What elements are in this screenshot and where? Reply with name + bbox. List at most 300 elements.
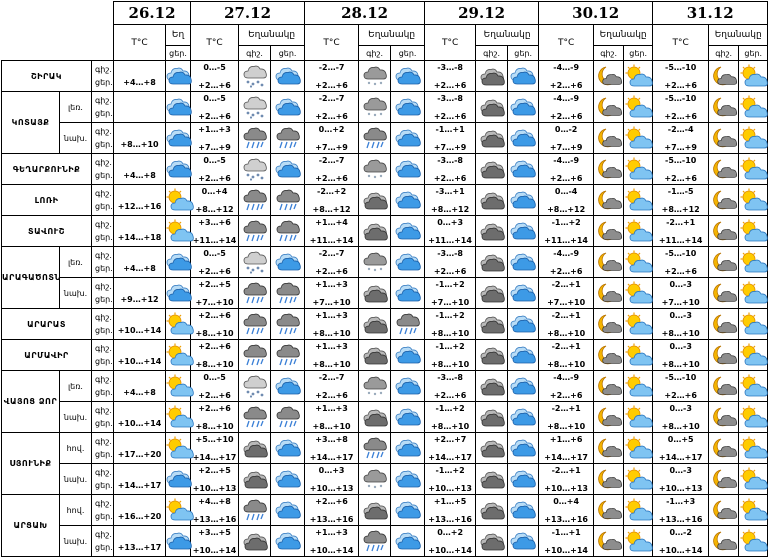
moon-cloud-icon [709, 309, 739, 340]
region-name: ՎԱՅՈՑ ՁՈՐ [2, 371, 60, 433]
sleet-cloud-icon [359, 464, 391, 495]
moon-cloud-icon [709, 402, 739, 433]
cloud-icon [391, 526, 425, 557]
snow-cloud-icon [239, 247, 271, 278]
cloud-icon [271, 92, 305, 123]
zone-label: հով. [60, 495, 92, 526]
sun-cloud-icon [624, 371, 653, 402]
rain-cloud-icon [359, 123, 391, 154]
sun-cloud-icon [624, 526, 653, 557]
temperature-range: 0…-5 +2…+6 [191, 371, 239, 402]
dark-cloud-icon [476, 123, 508, 154]
cloud-icon [391, 61, 425, 92]
table-row [2, 495, 768, 526]
moon-cloud-icon [709, 154, 739, 185]
night-subheader: գիշ. [239, 46, 271, 61]
date-header: 26.12 [114, 2, 191, 25]
rain-cloud-icon [359, 526, 391, 557]
moon-cloud-icon [709, 340, 739, 371]
dark-cloud-icon [476, 154, 508, 185]
rain-cloud-icon [239, 495, 271, 526]
temperature-day: +10…+14 [114, 309, 166, 340]
temperature-range: -4…-9 +2…+6 [539, 247, 594, 278]
sun-cloud-icon [739, 185, 768, 216]
time-of-day: գիշ. ցեր. [92, 123, 114, 154]
temperature-range: +1…+3 +7…+9 [191, 123, 239, 154]
region-name: ԱՐԱԳԱԾՈՏՆ [2, 247, 60, 309]
table-row [2, 154, 768, 185]
moon-cloud-icon [594, 278, 624, 309]
cloud-icon [271, 464, 305, 495]
temperature-range: +1…+3 +10…+14 [305, 526, 359, 557]
temperature-day: +8…+10 [114, 123, 166, 154]
temperature-range: -5…-10 +2…+6 [653, 61, 709, 92]
cloud-icon [508, 526, 539, 557]
temperature-range: -4…-9 +2…+6 [539, 61, 594, 92]
moon-cloud-icon [709, 495, 739, 526]
sun-cloud-icon [166, 402, 191, 433]
temperature-range: +1…+4 +11…+14 [305, 216, 359, 247]
dark-cloud-icon [239, 433, 271, 464]
temperature-range: -2…+2 +8…+12 [305, 185, 359, 216]
dark-cloud-icon [476, 371, 508, 402]
temperature-range: +1…+3 +8…+10 [305, 402, 359, 433]
cloud-icon [271, 526, 305, 557]
dark-cloud-icon [476, 402, 508, 433]
temperature-range: -1…+2 +8…+10 [425, 309, 476, 340]
temperature-range: -3…-8 +2…+6 [425, 61, 476, 92]
temperature-range: -4…-9 +2…+6 [539, 371, 594, 402]
time-of-day: գիշ. ցեր. [92, 371, 114, 402]
sun-cloud-icon [166, 371, 191, 402]
sun-cloud-icon [166, 433, 191, 464]
rain-cloud-icon [271, 216, 305, 247]
temp-header: T°C [191, 25, 239, 61]
moon-cloud-icon [594, 402, 624, 433]
weather-header: Եղ [166, 25, 191, 46]
temperature-range: -2…-7 +2…+6 [305, 371, 359, 402]
cloud-icon [391, 495, 425, 526]
temperature-range: -4…-9 +2…+6 [539, 92, 594, 123]
temperature-range: -1…+2 +10…+13 [425, 464, 476, 495]
temperature-range: -2…+1 +7…+10 [539, 278, 594, 309]
temperature-range: 0…+4 +13…+16 [539, 495, 594, 526]
time-of-day: գիշ. ցեր. [92, 61, 114, 92]
temperature-range: -1…-5 +8…+12 [653, 185, 709, 216]
temperature-range: 0…-3 +8…+10 [653, 340, 709, 371]
zone-label: նախ. [60, 123, 92, 154]
temperature-day: +9…+12 [114, 278, 166, 309]
region-name: ԱՐՄԱՎԻՐ [2, 340, 92, 371]
zone-label: նախ. [60, 526, 92, 557]
rain-cloud-icon [239, 402, 271, 433]
cloud-icon [166, 123, 191, 154]
sun-cloud-icon [624, 464, 653, 495]
temperature-range: 0…+2 +7…+9 [305, 123, 359, 154]
cloud-icon [508, 464, 539, 495]
sun-cloud-icon [739, 495, 768, 526]
temperature-range: -2…-7 +2…+6 [305, 92, 359, 123]
rain-cloud-icon [271, 340, 305, 371]
zone-label: լեռ. [60, 371, 92, 402]
temperature-day: +17…+20 [114, 433, 166, 464]
temperature-range: -2…+1 +8…+10 [539, 340, 594, 371]
sun-cloud-icon [624, 123, 653, 154]
sleet-cloud-icon [359, 92, 391, 123]
zone-label: նախ. [60, 464, 92, 495]
table-row [2, 278, 768, 309]
dark-cloud-icon [476, 92, 508, 123]
weather-header: Եղանակը [359, 25, 425, 46]
rain-cloud-icon [239, 123, 271, 154]
cloud-icon [391, 464, 425, 495]
sun-cloud-icon [739, 123, 768, 154]
table-row [2, 402, 768, 433]
time-of-day: գիշ. ցեր. [92, 340, 114, 371]
sun-cloud-icon [739, 154, 768, 185]
sun-cloud-icon [739, 309, 768, 340]
temperature-range: +2…+6 +8…+10 [191, 402, 239, 433]
temperature-range: +1…+6 +14…+17 [539, 433, 594, 464]
moon-cloud-icon [594, 92, 624, 123]
cloud-icon [508, 154, 539, 185]
snow-cloud-icon [239, 92, 271, 123]
sun-cloud-icon [739, 247, 768, 278]
sun-cloud-icon [739, 371, 768, 402]
rain-cloud-icon [359, 433, 391, 464]
cloud-icon [271, 371, 305, 402]
moon-cloud-icon [594, 154, 624, 185]
time-of-day: գիշ. ցեր. [92, 495, 114, 526]
weather-header: Եղանակը [476, 25, 539, 46]
cloud-icon [271, 247, 305, 278]
table-row [2, 309, 768, 340]
temperature-day: +10…+14 [114, 402, 166, 433]
cloud-icon [508, 433, 539, 464]
day-subheader: ցեր. [508, 46, 539, 61]
sun-cloud-icon [166, 340, 191, 371]
sleet-cloud-icon [359, 61, 391, 92]
temperature-range: 0…-5 +2…+6 [191, 92, 239, 123]
temperature-range: -1…+2 +8…+10 [425, 402, 476, 433]
temp-header: T°C [305, 25, 359, 61]
sun-cloud-icon [624, 309, 653, 340]
moon-cloud-icon [594, 123, 624, 154]
day-subheader: ցեր. [624, 46, 653, 61]
night-subheader: գիշ. [476, 46, 508, 61]
dark-cloud-icon [359, 309, 391, 340]
cloud-icon [391, 340, 425, 371]
temperature-range: -1…+2 +11…+14 [539, 216, 594, 247]
cloud-icon [508, 309, 539, 340]
moon-cloud-icon [594, 309, 624, 340]
temperature-range: +5…+10 +14…+17 [191, 433, 239, 464]
temperature-day: +4…+8 [114, 154, 166, 185]
rain-cloud-icon [271, 309, 305, 340]
temperature-range: 0…-2 +7…+9 [539, 123, 594, 154]
cloud-icon [271, 495, 305, 526]
zone-label: լեռ. [60, 92, 92, 123]
cloud-icon [391, 371, 425, 402]
cloud-icon [508, 402, 539, 433]
dark-cloud-icon [359, 340, 391, 371]
temperature-range: 0…-5 +2…+6 [191, 61, 239, 92]
rain-cloud-icon [239, 216, 271, 247]
moon-cloud-icon [594, 464, 624, 495]
temperature-range: -3…-8 +2…+6 [425, 92, 476, 123]
temp-header: T°C [425, 25, 476, 61]
cloud-icon [166, 92, 191, 123]
dark-cloud-icon [476, 464, 508, 495]
dark-cloud-icon [476, 526, 508, 557]
moon-cloud-icon [594, 371, 624, 402]
cloud-icon [508, 216, 539, 247]
cloud-icon [508, 371, 539, 402]
cloud-icon [166, 278, 191, 309]
sun-cloud-icon [624, 340, 653, 371]
sun-cloud-icon [624, 278, 653, 309]
temperature-range: -1…+2 +8…+10 [425, 340, 476, 371]
temperature-range: -2…+1 +10…+13 [539, 464, 594, 495]
rain-cloud-icon [239, 309, 271, 340]
snow-cloud-icon [239, 371, 271, 402]
temperature-range: -5…-10 +2…+6 [653, 247, 709, 278]
sun-cloud-icon [166, 216, 191, 247]
temperature-range: 0…-3 +8…+10 [653, 402, 709, 433]
day-subheader: ցեր. [166, 46, 191, 61]
temperature-range: -3…-8 +2…+6 [425, 247, 476, 278]
temperature-day: +13…+17 [114, 526, 166, 557]
dark-cloud-icon [359, 495, 391, 526]
day-subheader: ցեր. [271, 46, 305, 61]
temp-header: T°C [114, 25, 166, 61]
sun-cloud-icon [624, 433, 653, 464]
temperature-range: -1…+3 +13…+16 [653, 495, 709, 526]
date-header: 28.12 [305, 2, 425, 25]
temperature-range: +2…+6 +8…+10 [191, 340, 239, 371]
cloud-icon [391, 402, 425, 433]
temperature-day: +4…+8 [114, 371, 166, 402]
temperature-range: 0…-5 +2…+6 [191, 154, 239, 185]
sun-cloud-icon [739, 402, 768, 433]
temperature-day: +4…+8 [114, 61, 166, 92]
moon-cloud-icon [594, 61, 624, 92]
snow-cloud-icon [239, 154, 271, 185]
date-header: 30.12 [539, 2, 653, 25]
temperature-range: -5…-10 +2…+6 [653, 92, 709, 123]
dark-cloud-icon [239, 526, 271, 557]
temperature-range: +2…+5 +7…+10 [191, 278, 239, 309]
temperature-range: +2…+7 +14…+17 [425, 433, 476, 464]
cloud-icon [391, 278, 425, 309]
cloud-icon [391, 185, 425, 216]
sun-cloud-icon [739, 340, 768, 371]
temperature-range: -3…-8 +2…+6 [425, 371, 476, 402]
moon-cloud-icon [709, 526, 739, 557]
temperature-range: 0…-2 +10…+14 [653, 526, 709, 557]
sun-cloud-icon [624, 402, 653, 433]
cloud-icon [391, 92, 425, 123]
rain-cloud-icon [271, 278, 305, 309]
dark-cloud-icon [476, 216, 508, 247]
weather-header: Եղանակը [594, 25, 653, 46]
time-of-day: գիշ. ցեր. [92, 247, 114, 278]
moon-cloud-icon [709, 123, 739, 154]
corner-cell [2, 2, 114, 61]
moon-cloud-icon [594, 216, 624, 247]
temperature-range: -2…-7 +2…+6 [305, 247, 359, 278]
sun-cloud-icon [739, 278, 768, 309]
date-header: 31.12 [653, 2, 768, 25]
moon-cloud-icon [594, 495, 624, 526]
sun-cloud-icon [624, 154, 653, 185]
cloud-icon [508, 61, 539, 92]
region-name: ԼՈՌԻ [2, 185, 92, 216]
sun-cloud-icon [624, 216, 653, 247]
cloud-icon [166, 61, 191, 92]
dark-cloud-icon [359, 402, 391, 433]
table-row [2, 433, 768, 464]
temperature-range: +3…+5 +10…+14 [191, 526, 239, 557]
zone-label: հով. [60, 433, 92, 464]
sun-cloud-icon [624, 247, 653, 278]
temperature-range: -4…-9 +2…+6 [539, 154, 594, 185]
date-header: 27.12 [191, 2, 305, 25]
moon-cloud-icon [709, 278, 739, 309]
temperature-range: -3…-8 +2…+6 [425, 154, 476, 185]
temp-header: T°C [539, 25, 594, 61]
temperature-range: 0…-3 +10…+13 [653, 464, 709, 495]
dark-cloud-icon [476, 340, 508, 371]
temperature-range: +4…+8 +13…+16 [191, 495, 239, 526]
time-of-day: գիշ. ցեր. [92, 309, 114, 340]
temperature-range: +3…+8 +14…+17 [305, 433, 359, 464]
sun-cloud-icon [624, 185, 653, 216]
zone-label: նախ. [60, 278, 92, 309]
date-header: 29.12 [425, 2, 539, 25]
cloud-icon [271, 154, 305, 185]
time-of-day: գիշ. ցեր. [92, 464, 114, 495]
cloud-icon [391, 247, 425, 278]
time-of-day: գիշ. ցեր. [92, 278, 114, 309]
moon-cloud-icon [594, 185, 624, 216]
temperature-day: +10…+14 [114, 340, 166, 371]
sleet-cloud-icon [359, 371, 391, 402]
temperature-range: 0…+3 +10…+13 [305, 464, 359, 495]
time-of-day: գիշ. ցեր. [92, 92, 114, 123]
cloud-icon [508, 123, 539, 154]
moon-cloud-icon [709, 61, 739, 92]
moon-cloud-icon [709, 464, 739, 495]
cloud-icon [166, 154, 191, 185]
sun-cloud-icon [739, 92, 768, 123]
cloud-icon [391, 123, 425, 154]
time-of-day: գիշ. ցեր. [92, 185, 114, 216]
snow-cloud-icon [239, 61, 271, 92]
rain-cloud-icon [271, 402, 305, 433]
table-row [2, 216, 768, 247]
temperature-range: 0…-4 +8…+12 [539, 185, 594, 216]
dark-cloud-icon [359, 185, 391, 216]
cloud-icon [508, 247, 539, 278]
weather-header: Եղանակը [239, 25, 305, 46]
temperature-range: -2…+1 +11…+14 [653, 216, 709, 247]
rain-cloud-icon [239, 278, 271, 309]
sun-cloud-icon [739, 216, 768, 247]
time-of-day: գիշ. ցեր. [92, 154, 114, 185]
rain-cloud-icon [271, 123, 305, 154]
dark-cloud-icon [476, 247, 508, 278]
table-row [2, 464, 768, 495]
temperature-range: +1…+3 +8…+10 [305, 340, 359, 371]
temperature-range: +2…+6 +13…+16 [305, 495, 359, 526]
cloud-icon [508, 278, 539, 309]
temperature-range: 0…+2 +10…+14 [425, 526, 476, 557]
zone-label: նախ. [60, 402, 92, 433]
time-of-day: գիշ. ցեր. [92, 526, 114, 557]
sun-cloud-icon [739, 464, 768, 495]
table-row [2, 61, 768, 92]
moon-cloud-icon [709, 216, 739, 247]
temperature-range: 0…-3 +7…+10 [653, 278, 709, 309]
region-name: ՍՅՈՒՆԻՔ [2, 433, 60, 495]
sun-cloud-icon [739, 526, 768, 557]
temperature-day [114, 92, 166, 123]
moon-cloud-icon [709, 371, 739, 402]
temperature-range: +1…+3 +8…+10 [305, 309, 359, 340]
table-row [2, 185, 768, 216]
cloud-icon [508, 185, 539, 216]
moon-cloud-icon [594, 340, 624, 371]
temperature-range: -2…-7 +2…+6 [305, 154, 359, 185]
region-name: ԱՐԱՐԱՏ [2, 309, 92, 340]
dark-cloud-icon [476, 61, 508, 92]
moon-cloud-icon [594, 526, 624, 557]
rain-cloud-icon [271, 185, 305, 216]
table-row [2, 371, 768, 402]
temperature-range: 0…+5 +14…+17 [653, 433, 709, 464]
temperature-range: +2…+5 +10…+13 [191, 464, 239, 495]
day-subheader: ցեր. [739, 46, 768, 61]
sleet-cloud-icon [359, 247, 391, 278]
cloud-icon [391, 154, 425, 185]
temperature-range: -3…+1 +8…+12 [425, 185, 476, 216]
moon-cloud-icon [594, 247, 624, 278]
dark-cloud-icon [476, 309, 508, 340]
zone-label: լեռ. [60, 247, 92, 278]
temperature-range: +3…+6 +11…+14 [191, 216, 239, 247]
cloud-icon [166, 464, 191, 495]
forecast-table [1, 1, 768, 557]
table-row [2, 123, 768, 154]
region-name: ԱՐՑԱԽ [2, 495, 60, 557]
moon-cloud-icon [709, 92, 739, 123]
temperature-range: -1…+1 +10…+14 [539, 526, 594, 557]
region-name: ՏԱՎՈՒՇ [2, 216, 92, 247]
region-name: ԳԵՂԱՐՔՈՒՆԻՔ [2, 154, 92, 185]
temperature-range: 0…+3 +11…+14 [425, 216, 476, 247]
temperature-day: +4…+8 [114, 247, 166, 278]
dark-cloud-icon [239, 464, 271, 495]
dark-cloud-icon [476, 495, 508, 526]
sun-cloud-icon [624, 92, 653, 123]
time-of-day: գիշ. ցեր. [92, 216, 114, 247]
temperature-range: -1…+1 +7…+9 [425, 123, 476, 154]
cloud-icon [271, 433, 305, 464]
cloud-icon [508, 92, 539, 123]
dark-cloud-icon [476, 185, 508, 216]
sun-cloud-icon [739, 433, 768, 464]
